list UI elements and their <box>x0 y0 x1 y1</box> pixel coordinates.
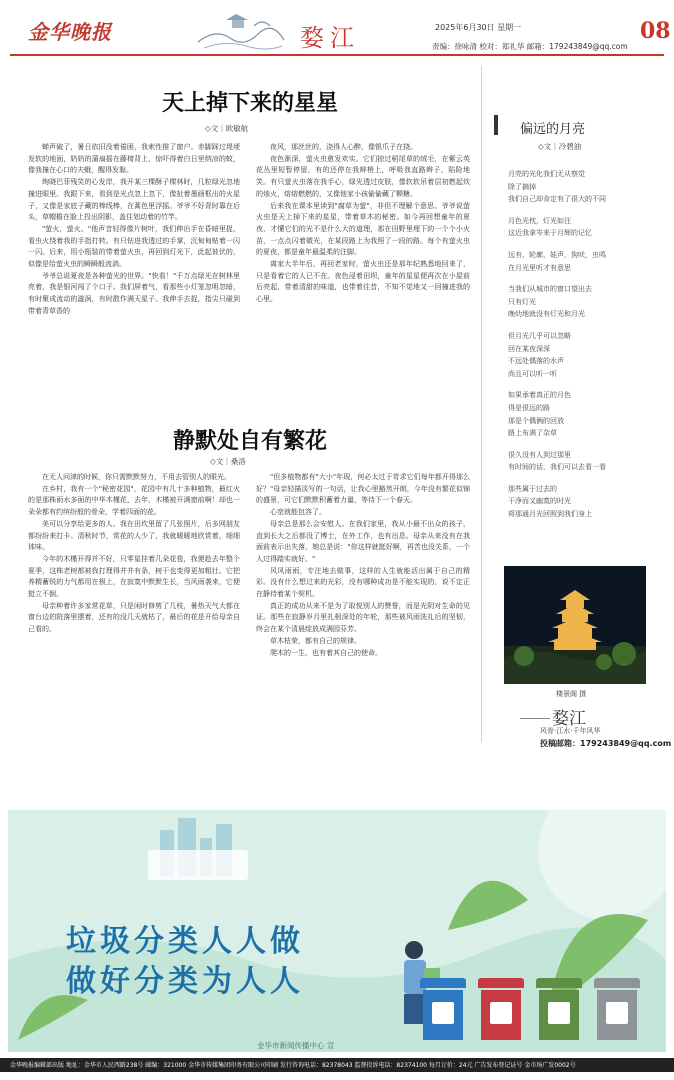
paragraph: 爬木的一生，也有着其自己的使命。 <box>270 648 382 657</box>
poem-line: 很久没有人到过那里 <box>508 450 571 459</box>
article1-byline: ◇文｜欧敏航 <box>205 124 249 133</box>
column-divider <box>481 66 482 742</box>
recycling-bin-icon <box>536 978 582 1040</box>
column-motto: 风骨·江水·千年风华 <box>540 727 601 735</box>
poem-line: 尚且可以听一听 <box>508 369 557 378</box>
article2-headline: 静默处自有繁花 <box>172 428 327 454</box>
article2-column1 <box>28 472 240 728</box>
masthead-rule <box>10 54 664 56</box>
submission-email: 投稿邮箱：179243849@qq.com <box>540 739 672 748</box>
paragraph: 心宽就能包容了。 <box>270 508 326 517</box>
paragraph: "萤火，萤火。"他声音轻得像片树叶，我们伸出手在昏暗里捉，看虫火绕着我的手指打转。有只钻进我透过的手掌，沉甸甸贴着一闪一闪。后来，用小瓶装的带着萤火虫，再回到灯光下，此起彼伏的，似像是给萤火虫的瞬瞬般流淌。 <box>28 224 240 269</box>
paragraph: 今年的木槿开得并不好，只零星挂着几朵花苞，我便趁去年整个夏季，这株老树都被我打理得井井有条，树干也变得更加粗壮。它把养精蓄锐的力气都用在根上，在寂寞中默默生长，当风雨袭来，它便挺立不倒。 <box>28 554 240 599</box>
poem-line: 在月光里听才有意思 <box>508 263 571 272</box>
poem-line: 那些属于过去的 <box>508 484 557 493</box>
poem-body <box>508 168 658 530</box>
article1-column1 <box>28 142 240 410</box>
paragraph: 夜风，那丝丝的，浇得人心醉，像银爪子在挠。 <box>270 143 417 151</box>
date-line: 2025年6月30日 星期一 <box>435 23 522 32</box>
poem-line: 路上布满了杂草 <box>508 429 557 438</box>
paragraph: 爷爷总说夏夜是各种萤光的世界。"快看！"千万点绿光在树林里亮着，我是银河闯了个口子。我们屏着气，看那些小灯笼忽明忽暗，有时聚成流动的漩涡，有时散作满天星子。我伸手去捉，指尖只碰到带着青草香的 <box>28 271 240 315</box>
landscape-logo-icon <box>196 8 286 54</box>
poem-title: 偏远的月亮 <box>520 122 586 137</box>
poem-line: 晚幼地就没有灯光和月光 <box>508 310 585 319</box>
poem-line: 这近我拿岑来于月辉的记忆 <box>508 229 592 238</box>
ad-sponsor: 金华市新闻传播中心 宣 <box>257 1041 335 1050</box>
paragraph: 蝉声破了，暑日依旧没着倦困，我索性推了窗户。赤脚踩过堤埂发软的地面，奶奶的蒲扇摇在藤椅背上，惊吓得着白日里纳凉的蚊，像我撞在心口的夫蛾，醒得发黏。 <box>28 143 240 175</box>
recycling-bin-icon <box>594 978 640 1040</box>
poem-stanza <box>508 330 658 380</box>
page-number: 08 <box>640 18 671 44</box>
pagoda-night-photo <box>504 566 646 684</box>
poem-line: 月亮的光化我们无从察觉 <box>508 170 585 178</box>
poem-line: 当我们从城市的窗口望出去 <box>508 285 592 294</box>
recycling-bin-icon <box>478 978 524 1040</box>
editor-credits: 责编：徐咏清 校对：郑礼华 邮箱：179243849@qq.com <box>432 42 628 51</box>
poem-line: 回在某夜深深 <box>508 344 550 353</box>
poem-line: 干净而又幽寞的时光 <box>508 497 571 506</box>
poem-line: 将那通月光回照到我们身上 <box>508 510 592 519</box>
poem-line: 只有灯光 <box>508 297 536 306</box>
ad-slogan-line2: 做好分类为人人 <box>66 964 304 999</box>
paper-name: 金华晚报 <box>28 20 112 44</box>
paragraph: 在乡村，我有一个"秘密花园"，花园中有几十多种植物，最红火的是那株雨水多面的中华木槿花，去年，木槿被开满窗前啊！却也一朵朵都有约缤纷般的骨朵，学着四面的花。 <box>28 484 240 517</box>
box-rule <box>520 718 550 719</box>
article1-column2 <box>256 142 470 410</box>
poem-line: 得是很远的路 <box>508 403 550 412</box>
poem-line: 有时间的话，我们可以去看一看 <box>508 463 606 472</box>
photo-caption: 楼景阁 摄 <box>556 690 587 698</box>
footer-text: 金华晚报编辑部出版 地址：金华市人民西路238号 邮编：321000 金华市传媒集团印务有限公司印刷 发行咨询电话：82378043 监督投诉电话：82374100 每月订价：24元 广告发布登记证号 金市场广发0002号 <box>10 1062 576 1069</box>
paragraph: 母亲总是那么会安慰人。在我们家里，我从小最不出众的孩子，直到长大之后都没了博士，在外工作，也有出息。母亲从来没有在我面前表示出失落，她总是说："你这样就挺好啊，再苦也没关系，一个人过得踏实就好。" <box>256 519 470 563</box>
poem-line: 我们自己却肯定有了很大的不同 <box>508 195 606 204</box>
poem-stanza <box>508 168 658 206</box>
poem-line: 不远处偶落的水声 <box>508 357 564 366</box>
article1-headline: 天上掉下来的星星 <box>161 90 338 116</box>
poem-stanza <box>508 283 658 321</box>
paragraph: 离家大半年后，再回老家时，萤火虫还是那年纪熟悉地回来了，只是看着它的人已不在。夜色浸着田坝，童年的星星便再次在小屋前后亮起，带着清甜的味道，也带着往昔，不知不觉地又一回撞进我的心里。 <box>256 260 470 304</box>
poem-stanza <box>508 483 658 521</box>
title-marker <box>494 115 498 135</box>
paragraph: 风风雨雨，专注地去做事，这样的人生就能活出属于自己的精彩。没有什么想过来的光彩，没有哪种成功是不能实现的，说不定正在静待着某个契机。 <box>256 566 470 599</box>
paragraph: 绚晓巴菲残笑的心发岸，我开某三棵酥子棵林时，几粒绿光忽地撞进眼里。我跟下来，看到是光点忽上忽下，像扯着墨画框出的火星子，又像是家底子藏的棒线棒，在蒿色里浮摇。爷爷不好背时靠在后头，草帽檐在脸上投出阴影，盖住划动着的竹竿。 <box>28 178 240 222</box>
paragraph: 后来我在课本里读到"腐草为萤"，非但不理解个意思。爷爷说萤火虫是天上掉下来的星星，带着草木的秘密。如今再回想童年的夏夜，才懂它们的光不是什么大的道理，那在田野里埋下的一个个小火苗，一点点闪着微光，在某段路上为我照了一段的路。每个有萤火虫的夏夜，都是童年最温柔的注脚。 <box>256 201 470 257</box>
paragraph: 美可以分享给更多的人。我在田坎里留了几张照片，后多网朋友都纷纷来打卡。清秋时节，赏花的人少了，我就暖暖地欣赏着，细细体味。 <box>28 519 240 552</box>
poem-line: 那是个偶俩的回放 <box>508 416 564 425</box>
poem-line: 远有，轮廓，娃声，狗吠，虫鸣 <box>508 250 606 259</box>
poem-line: 如果承着真正的月色 <box>508 391 571 400</box>
paragraph: "但多植物都有"大小"年现，何必太过于苛求它们每年都开得那么好？"母亲轻描淡写的一句话，让我心里豁然开朗，今年没有繁花似锦的盛景，可它们默默积蓄着力量，等待下一个春天。 <box>256 473 470 505</box>
paragraph: 母亲种着许多家常花草，只是闲时修剪了几枝，暑热天气大都在窗台边的院落里摆着，还有的没几天就枯了，最后的花是开给母亲自己看的。 <box>28 601 240 634</box>
paragraph: 在无人问津的时候，你只需默默努力，不用去管别人的眼光。 <box>42 473 231 481</box>
paragraph: 夜色渐深，萤火虫愈发欢实。它们掠过稻尾草的绒毛，在紫云英花丛里短暂停留，有的还停在我辫梢上，呼吸我直路辫子，陷险地笑。有只萤火虫落在我手心，绿光透过皮肤，像软软吊着层初燃起炊的烛火，熔熔燃燃的，又像他家小孩偷偷藏了颗糖。 <box>256 154 470 198</box>
pagoda-icon <box>504 566 646 684</box>
poem-byline: ◇文｜冷碧油 <box>538 142 582 151</box>
poem-stanza <box>508 449 658 474</box>
poem-stanza <box>508 215 658 240</box>
section-name: 婺江 <box>300 24 360 52</box>
paragraph: 真正的成功从来不是为了取悦别人的赞誉，而是光阴对生命的见证。那些在寂静岁月里扎根深处的年轮，那些被风雨洗礼后的坚韧，终会在某个清晨绽放成满园芬芳。 <box>256 601 470 634</box>
poem-line: 除了摘掉 <box>508 182 536 191</box>
ad-slogan-line1: 垃圾分类人人做 <box>66 924 304 959</box>
poem-line: 但月光几乎可以忽略 <box>508 331 571 340</box>
paragraph: 草木枯荣，都有自己的规律。 <box>270 636 361 645</box>
recycling-bin-icon <box>420 978 466 1040</box>
article2-column2 <box>256 472 470 728</box>
article2-byline: ◇文｜桑洛 <box>210 457 246 466</box>
column-name: 婺江 <box>552 709 586 729</box>
poem-stanza <box>508 389 658 439</box>
poem-stanza <box>508 249 658 274</box>
poem-line: 月色光枕，灯光如注 <box>508 216 571 225</box>
